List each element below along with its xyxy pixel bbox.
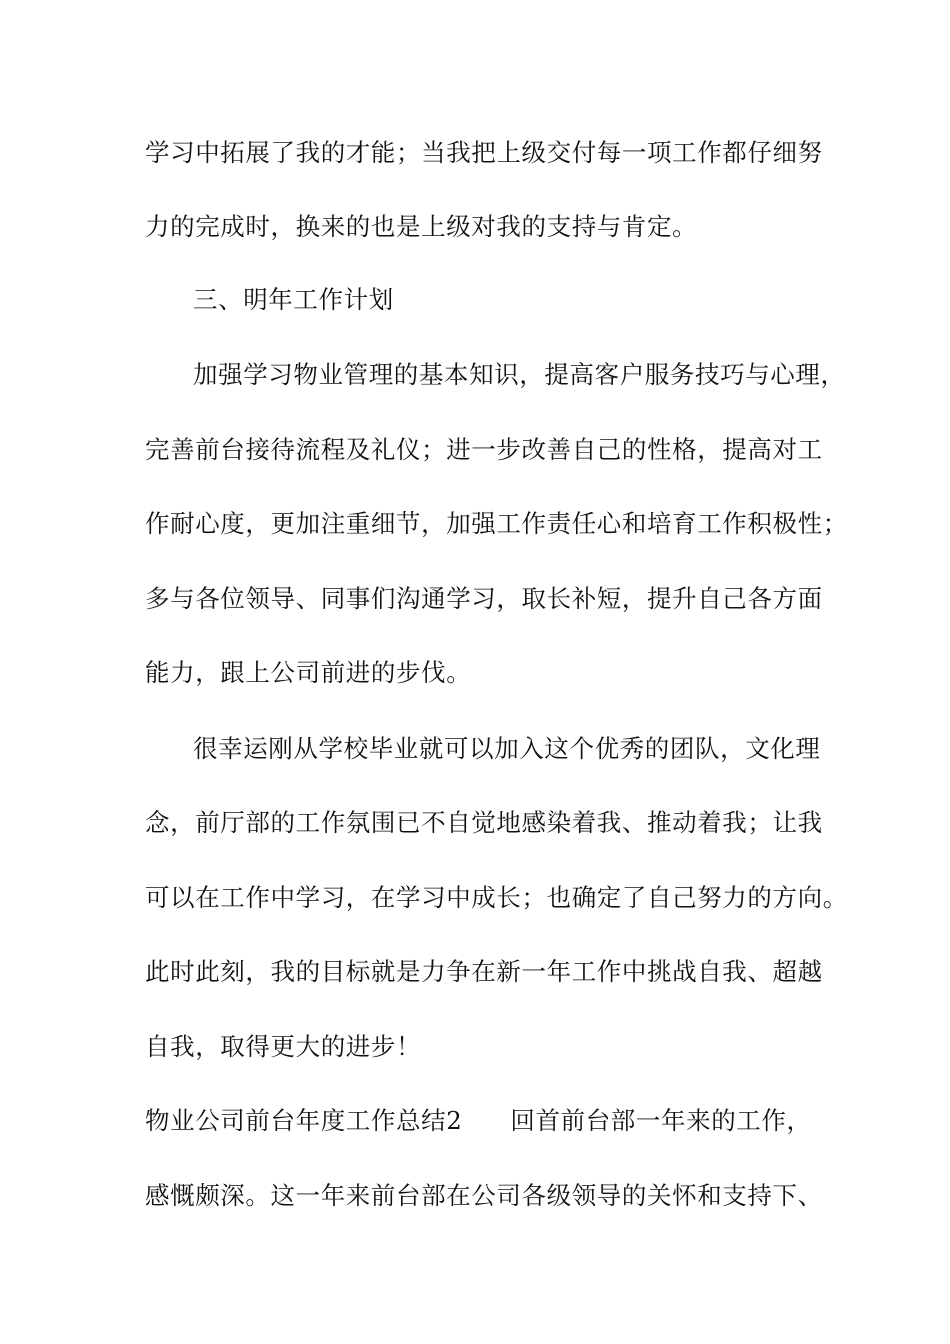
text-line: 加强学习物业管理的基本知识，提高客户服务技巧与心理， [193,360,846,389]
title-line [145,1106,812,1136]
text-line: 感慨颇深。这一年来前台部在公司各级领导的关怀和支持下、 [145,1181,823,1210]
text-line: 自我，取得更大的进步！ [145,1032,422,1061]
text-line: 学习中拓展了我的才能；当我把上级交付每一项工作都仔细努 [145,138,823,167]
text-line: 可以在工作中学习，在学习中成长；也确定了自己努力的方向。 [145,883,848,912]
text-line: 作耐心度，更加注重细节，加强工作责任心和培育工作积极性； [145,509,848,538]
text-line: 念，前厅部的工作氛围已不自觉地感染着我、推动着我；让我 [145,808,823,837]
text-line: 很幸运刚从学校毕业就可以加入这个优秀的团队，文化理 [193,734,821,763]
text-line: 多与各位领导、同事们沟通学习，取长补短，提升自己各方面 [145,584,823,613]
text-line: 力的完成时，换来的也是上级对我的支持与肯定。 [145,212,698,241]
text-run: 回首前台部一年来的工作， [510,1106,812,1135]
document-title: 物业公司前台年度工作总结2 [145,1106,463,1135]
text-line: 完善前台接待流程及礼仪；进一步改善自己的性格，提高对工 [145,435,823,464]
text-line: 此时此刻，我的目标就是力争在新一年工作中挑战自我、超越 [145,957,823,986]
text-line: 能力，跟上公司前进的步伐。 [145,658,472,687]
section-heading: 三、明年工作计划 [193,285,394,314]
